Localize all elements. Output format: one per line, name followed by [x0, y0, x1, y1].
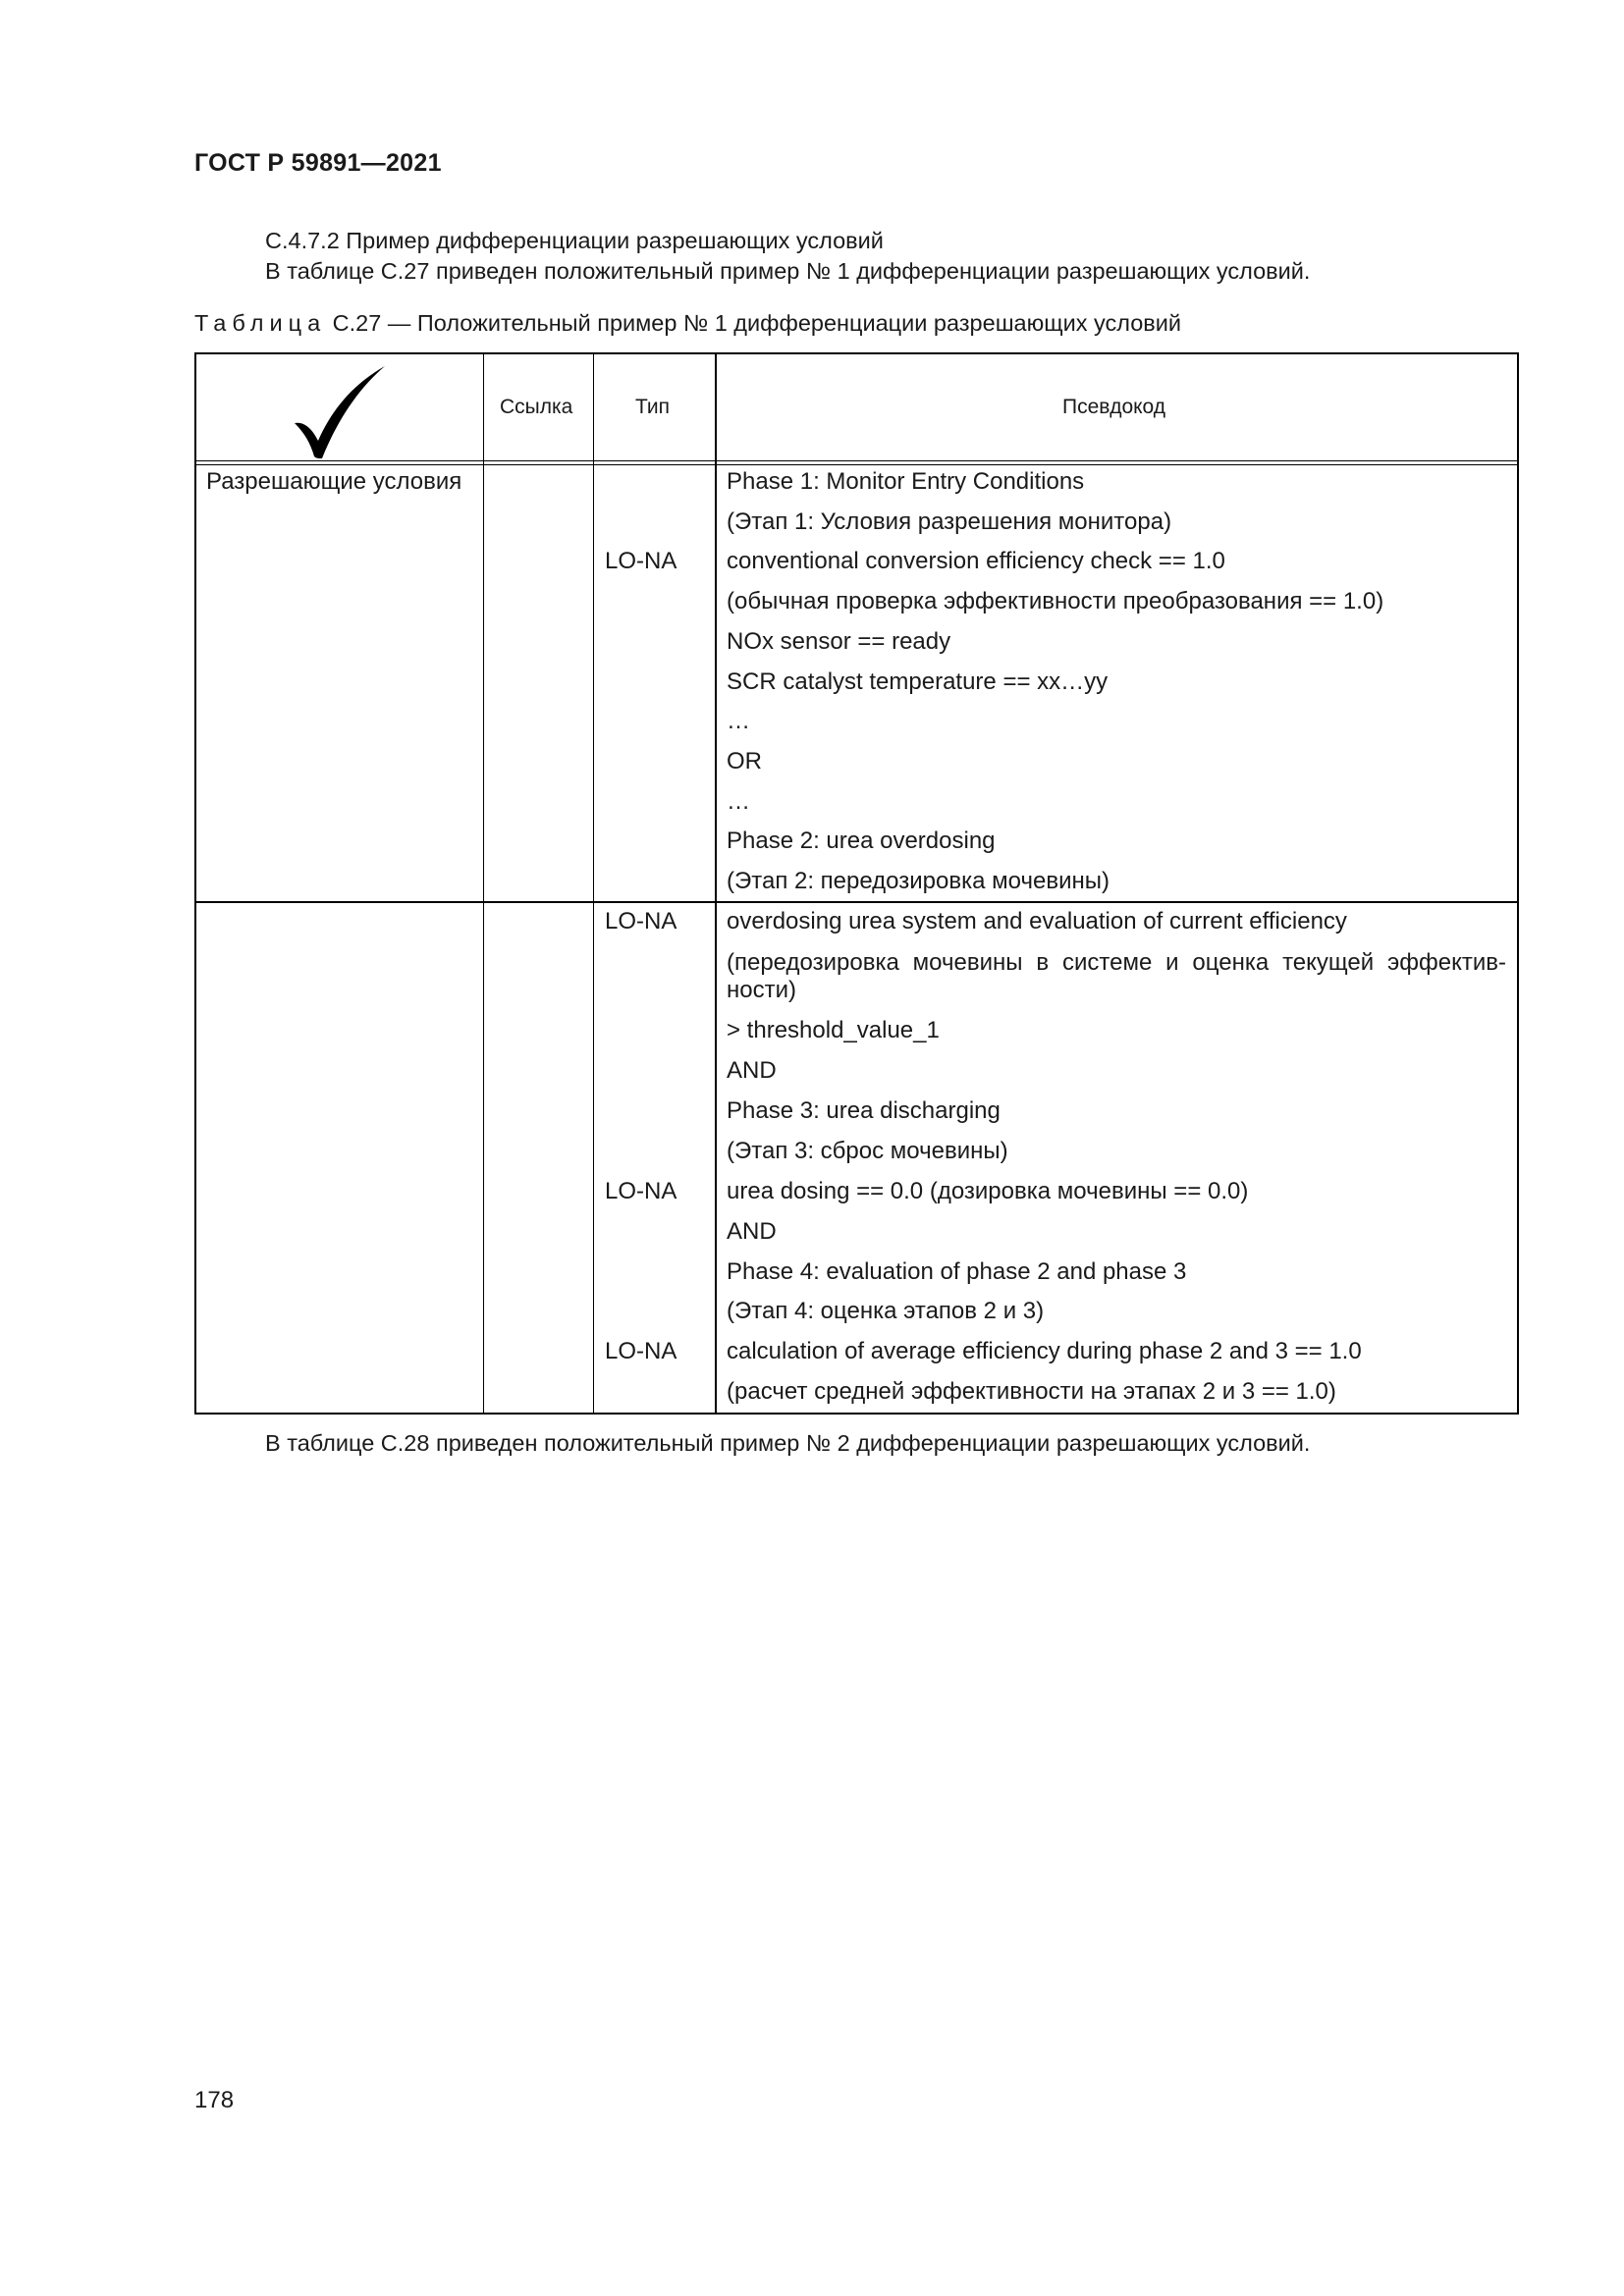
- code-line-wrapped: (передозировка мочевины в системе и оценка текущей эффектив-ности): [727, 949, 1506, 1003]
- table-row-divider: [194, 901, 1519, 903]
- row2-type-cell: LO-NA: [605, 1338, 677, 1364]
- intro-paragraph: В таблице С.27 приведен положительный пример № 1 дифференциации разрешающих условий.: [265, 258, 1311, 284]
- table-header-rule-b: [194, 464, 1519, 465]
- table-col-divider-1: [483, 352, 484, 1415]
- table-caption-text: С.27 — Положительный пример № 1 дифференциации разрешающих условий: [326, 310, 1181, 336]
- code-line: (Этап 1: Условия разрешения монитора): [727, 508, 1172, 535]
- table-header-rule-a: [194, 460, 1519, 461]
- code-line: (расчет средней эффективности на этапах 2 и 3 == 1.0): [727, 1378, 1336, 1405]
- table-col-divider-3: [715, 352, 717, 1415]
- code-line: Phase 4: evaluation of phase 2 and phase 3: [727, 1258, 1187, 1285]
- code-line: Phase 3: urea discharging: [727, 1097, 1001, 1124]
- table-col-divider-2: [593, 352, 594, 1415]
- code-line: Phase 2: urea overdosing: [727, 828, 996, 854]
- code-line: (Этап 2: передозировка мочевины): [727, 868, 1110, 894]
- code-line: overdosing urea system and evaluation of current efficiency: [727, 908, 1347, 934]
- table-border-left: [194, 352, 196, 1415]
- pseudocode-table: [194, 352, 1519, 1415]
- row-label-enabling-conditions: Разрешающие условия: [206, 468, 462, 495]
- table-border-right: [1517, 352, 1519, 1415]
- code-line: …: [727, 708, 750, 734]
- code-line: conventional conversion efficiency check == 1.0: [727, 548, 1225, 574]
- after-table-paragraph: В таблице С.28 приведен положительный пример № 2 дифференциации разрешающих условий.: [265, 1430, 1311, 1456]
- row2-type-cell: LO-NA: [605, 908, 677, 934]
- code-line: AND: [727, 1218, 777, 1245]
- code-line: AND: [727, 1057, 777, 1084]
- table-border-top: [194, 352, 1519, 354]
- table-caption-prefix: Таблица: [194, 310, 327, 336]
- code-line: (Этап 3: сброс мочевины): [727, 1138, 1008, 1164]
- table-border-bottom: [194, 1413, 1519, 1415]
- table-caption: [194, 310, 1181, 337]
- code-line: (Этап 4: оценка этапов 2 и 3): [727, 1298, 1045, 1324]
- code-line: …: [727, 788, 750, 815]
- column-header-reference: Ссылка: [500, 396, 573, 418]
- row2-type-cell: LO-NA: [605, 1178, 677, 1204]
- document-header-title: ГОСТ Р 59891—2021: [194, 149, 442, 177]
- page-number: 178: [194, 2087, 235, 2113]
- code-line: > threshold_value_1: [727, 1017, 940, 1043]
- code-line: Phase 1: Monitor Entry Conditions: [727, 468, 1085, 495]
- checkmark-icon: [293, 364, 389, 460]
- column-header-type: Тип: [635, 396, 671, 418]
- row1-type-cell: LO-NA: [605, 548, 677, 574]
- code-line: OR: [727, 748, 762, 774]
- code-line: calculation of average efficiency during phase 2 and 3 == 1.0: [727, 1338, 1362, 1364]
- code-line: urea dosing == 0.0 (дозировка мочевины == 0.0): [727, 1178, 1249, 1204]
- code-line: NOx sensor == ready: [727, 628, 951, 655]
- section-heading: С.4.7.2 Пример дифференциации разрешающих условий: [265, 228, 884, 253]
- code-line: SCR catalyst temperature == xx…yy: [727, 668, 1109, 695]
- code-line: (обычная проверка эффективности преобразования == 1.0): [727, 588, 1384, 614]
- column-header-pseudocode: Псевдокод: [1062, 396, 1166, 418]
